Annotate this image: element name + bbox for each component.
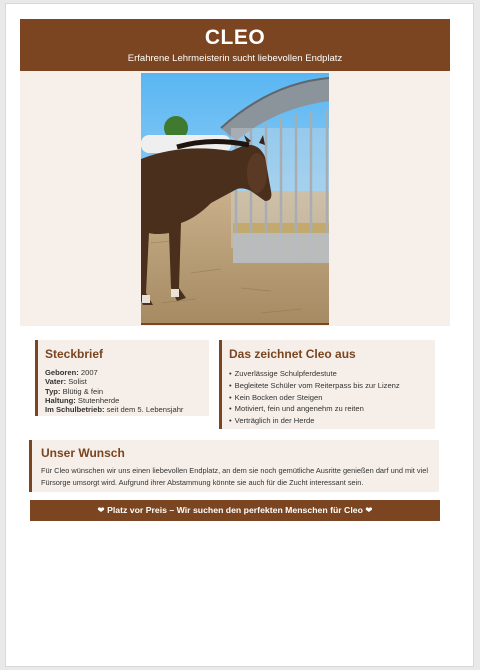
wish-card <box>29 440 439 492</box>
profile-heading: Steckbrief <box>45 347 104 361</box>
profile-row-value: seit dem 5. Lebensjahr <box>106 405 184 415</box>
profile-row-value: Blütig & fein <box>62 386 104 396</box>
profile-row <box>45 377 209 386</box>
wish-heading: Unser Wunsch <box>41 446 125 460</box>
list-item: • Motiviert, fein und angenehm zu reiten <box>229 403 435 415</box>
page-title: CLEO <box>204 26 266 49</box>
profile-row-label: Haltung: <box>45 395 76 405</box>
list-item: • Begleitete Schüler vom Reiterpass bis zur Lizenz <box>229 380 435 392</box>
photo-panel <box>20 71 450 326</box>
wish-text: Für Cleo wünschen wir uns einen liebevollen Endplatz, an dem sie noch gemütliche Ausritte genießen darf und mit viel Fürsorge umsorgt wird. Aufgrund ihrer Abstammung könnte sie auch für die Zucht interessant sein. <box>41 466 428 487</box>
profile-row-value: 2007 <box>80 368 98 377</box>
traits-card <box>219 340 435 429</box>
profile-row <box>45 387 209 396</box>
traits-list <box>229 368 435 427</box>
list-item: • Kein Bocken oder Steigen <box>229 392 435 404</box>
profile-row-label: Geboren: <box>45 368 79 377</box>
header-banner <box>20 19 450 71</box>
profile-row-label: Typ: <box>45 386 61 396</box>
page-subtitle: Erfahrene Lehrmeisterin sucht liebevollen Endplatz <box>127 53 343 64</box>
list-item: • Verträglich in der Herde <box>229 415 435 427</box>
profile-row-label: Im Schulbetrieb: <box>45 405 105 415</box>
profile-row <box>45 368 209 377</box>
profile-row <box>45 405 209 414</box>
list-item: • Zuverlässige Schulpferdestute <box>229 368 435 380</box>
footer-banner: ❤ Platz vor Preis – Wir suchen den perfekten Menschen für Cleo ❤ <box>30 500 440 521</box>
profile-row-value: Solist <box>68 377 87 387</box>
profile-row-value: Stutenherde <box>77 395 120 405</box>
profile-row-label: Vater: <box>45 377 67 387</box>
profile-row <box>45 396 209 405</box>
profile-card <box>35 340 209 416</box>
horse-photo <box>141 73 329 325</box>
traits-heading: Das zeichnet Cleo aus <box>229 347 356 361</box>
profile-rows <box>45 368 209 414</box>
